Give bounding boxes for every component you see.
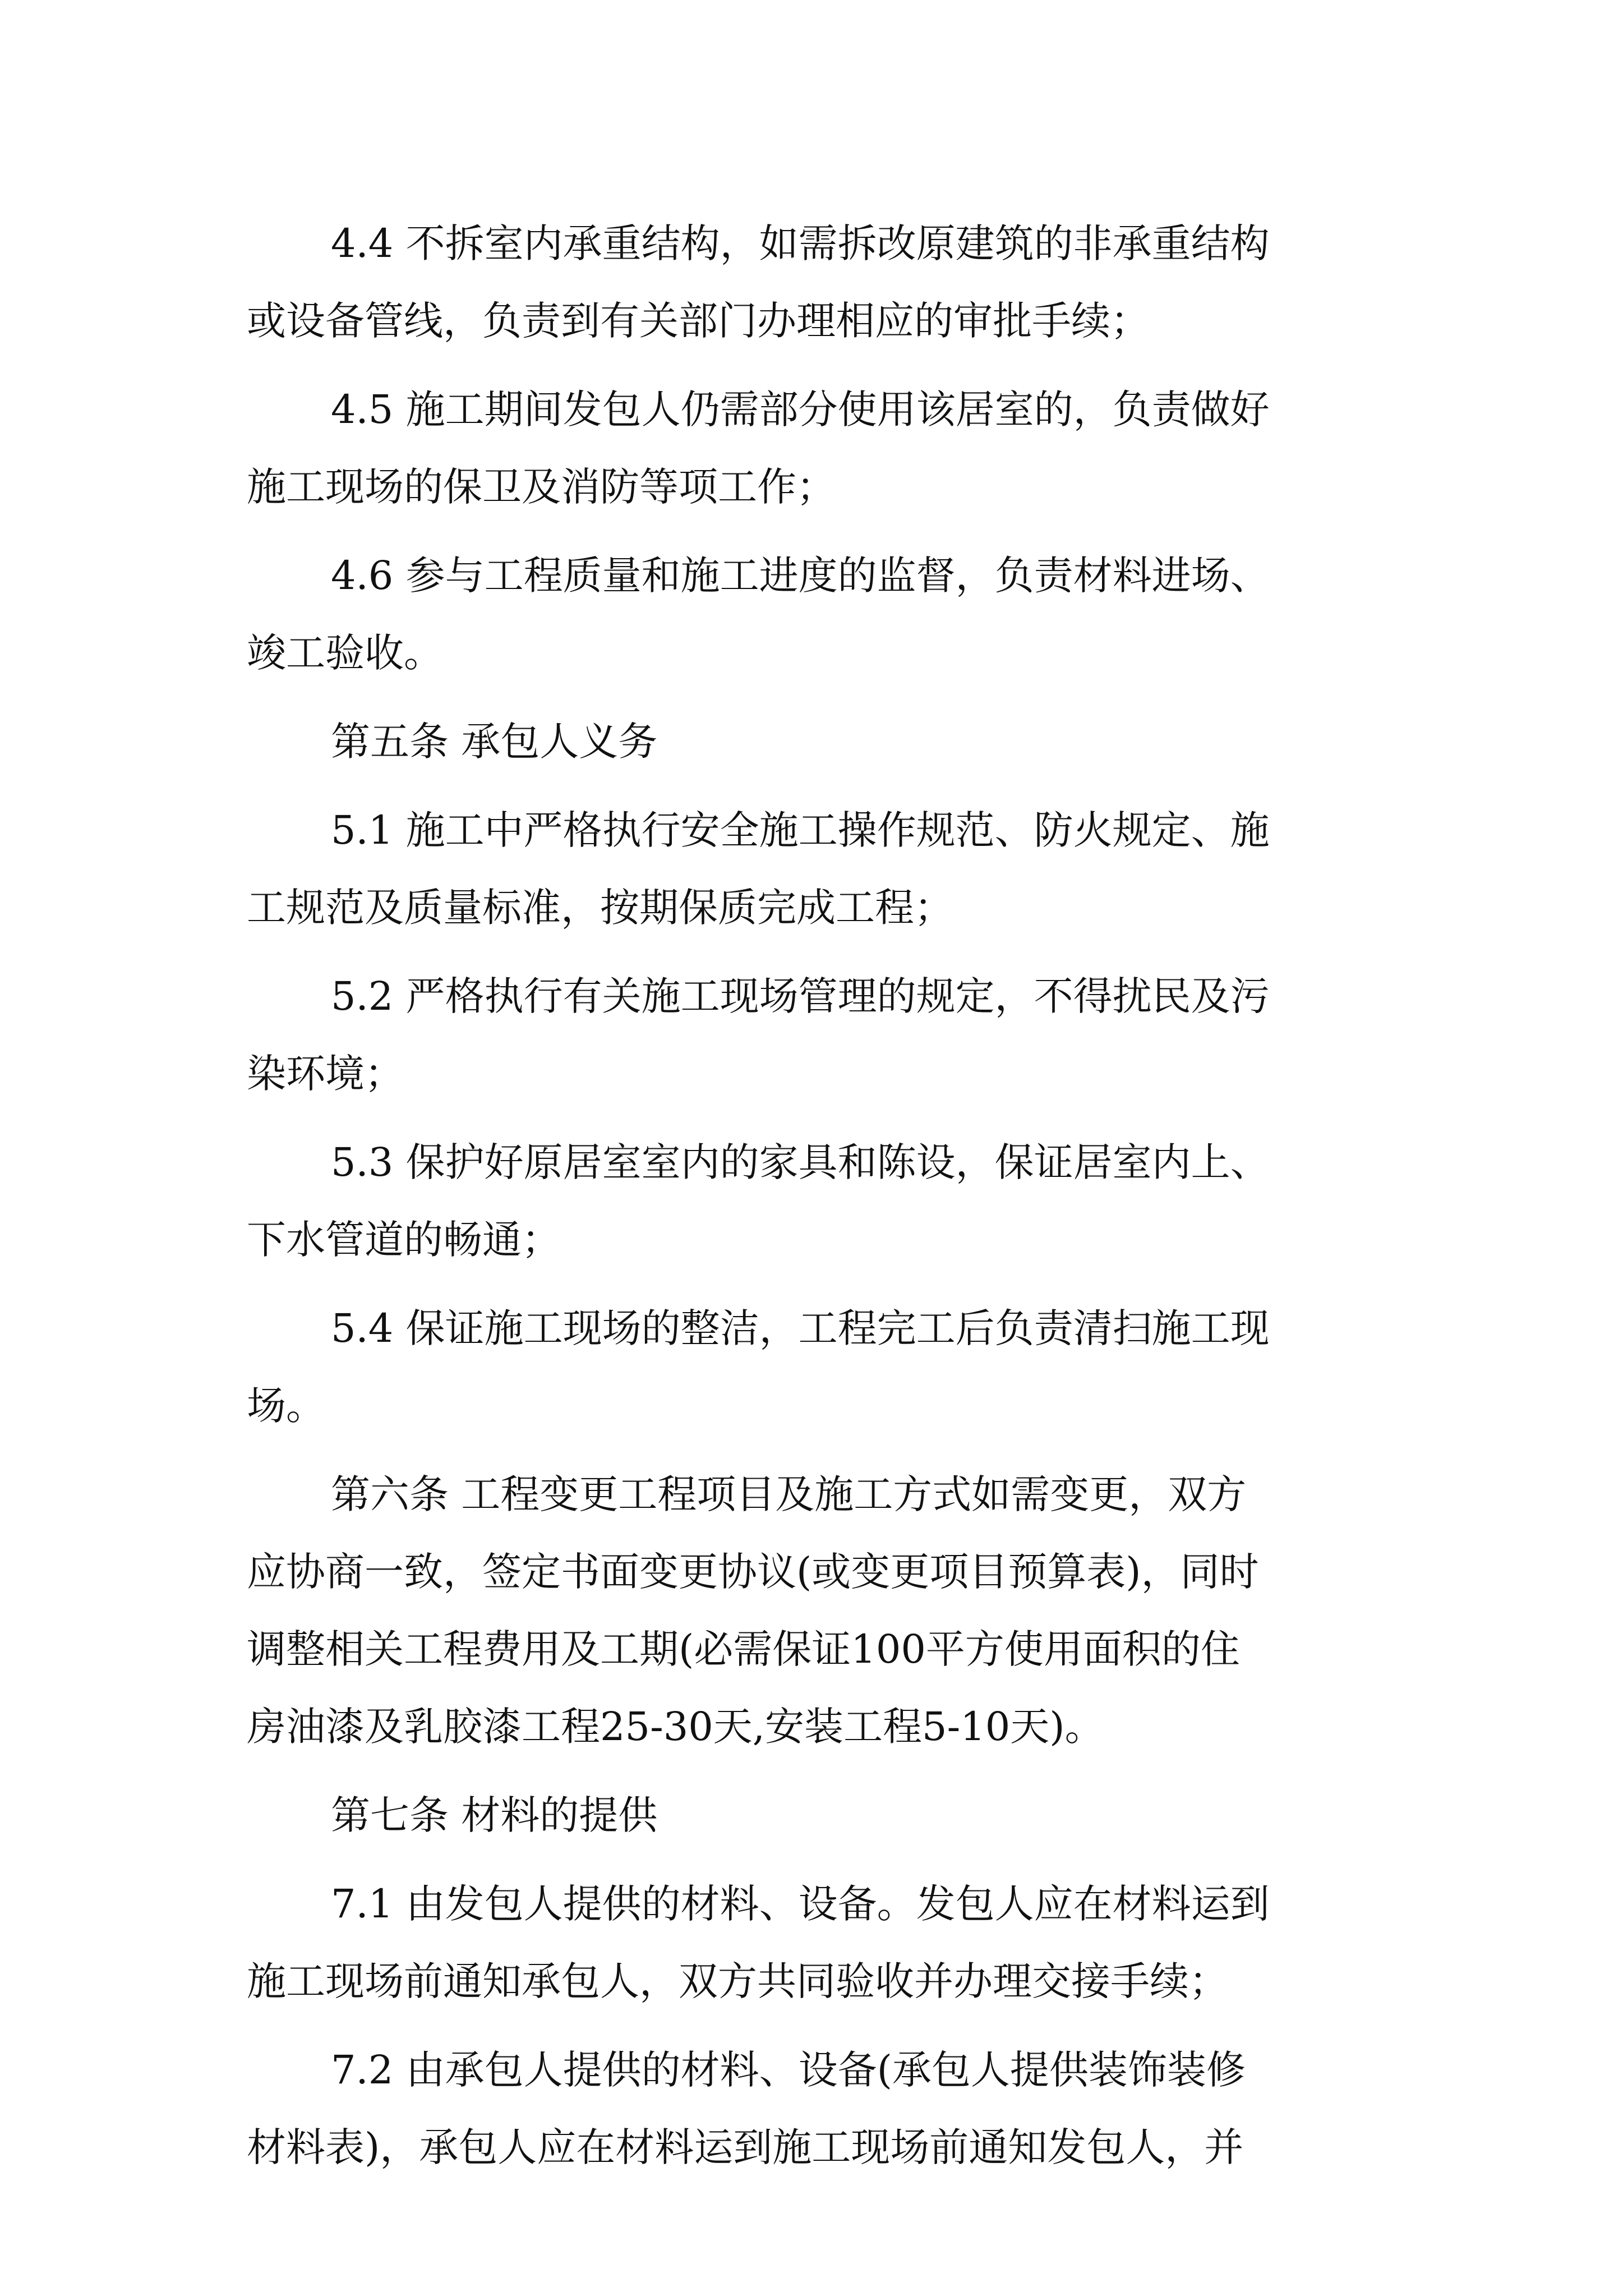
text-line: 或设备管线，负责到有关部门办理相应的审批手续； <box>247 298 1150 344</box>
paragraph <box>247 958 1376 1112</box>
text-line: 第七条 材料的提供 <box>331 1792 658 1838</box>
text-line: 施工现场前通知承包人，双方共同验收并办理交接手续； <box>247 1958 1228 2004</box>
text-line: 7.1 由发包人提供的材料、设备。发包人应在材料运到 <box>331 1881 1270 1927</box>
text-line: 房油漆及乳胶漆工程25-30天,安装工程5-10天)。 <box>247 1704 1104 1750</box>
text-line: 4.6 参与工程质量和施工进度的监督，负责材料进场、 <box>331 553 1270 599</box>
paragraph <box>247 1290 1376 1444</box>
paragraph <box>247 792 1376 946</box>
text-line: 7.2 由承包人提供的材料、设备(承包人提供装饰装修 <box>331 2047 1246 2093</box>
text-line: 第五条 承包人义务 <box>331 719 658 765</box>
paragraph <box>247 1777 1376 1854</box>
text-line: 施工现场的保卫及消防等项工作； <box>247 464 836 510</box>
text-line: 5.2 严格执行有关施工现场管理的规定，不得扰民及污 <box>331 973 1270 1019</box>
document-body <box>247 205 1376 2186</box>
text-line: 竣工验收。 <box>247 630 443 676</box>
text-line: 第六条 工程变更工程项目及施工方式如需变更，双方 <box>331 1471 1247 1517</box>
text-line: 下水管道的畅通； <box>247 1217 561 1263</box>
text-line: 4.5 施工期间发包人仍需部分使用该居室的，负责做好 <box>331 386 1270 432</box>
text-line: 5.4 保证施工现场的整洁，工程完工后负责清扫施工现 <box>331 1305 1270 1351</box>
text-line: 4.4 不拆室内承重结构，如需拆改原建筑的非承重结构 <box>331 220 1270 266</box>
text-line: 应协商一致，签定书面变更协议(或变更项目预算表)，同时 <box>247 1549 1259 1595</box>
paragraph <box>247 703 1376 780</box>
paragraph <box>247 1124 1376 1278</box>
text-line: 场。 <box>247 1383 325 1429</box>
text-line: 5.3 保护好原居室室内的家具和陈设，保证居室内上、 <box>331 1139 1270 1185</box>
paragraph <box>247 205 1376 360</box>
paragraph <box>247 537 1376 692</box>
text-line: 染环境； <box>247 1051 404 1097</box>
paragraph <box>247 2031 1376 2186</box>
text-line: 材料表)，承包人应在材料运到施工现场前通知发包人，并 <box>247 2124 1244 2170</box>
paragraph <box>247 1456 1376 1765</box>
paragraph <box>247 1865 1376 2020</box>
text-line: 5.1 施工中严格执行安全施工操作规范、防火规定、施 <box>331 807 1270 853</box>
paragraph <box>247 371 1376 526</box>
text-line: 调整相关工程费用及工期(必需保证100平方使用面积的住 <box>247 1626 1240 1672</box>
text-line: 工规范及质量标准，按期保质完成工程； <box>247 885 953 931</box>
